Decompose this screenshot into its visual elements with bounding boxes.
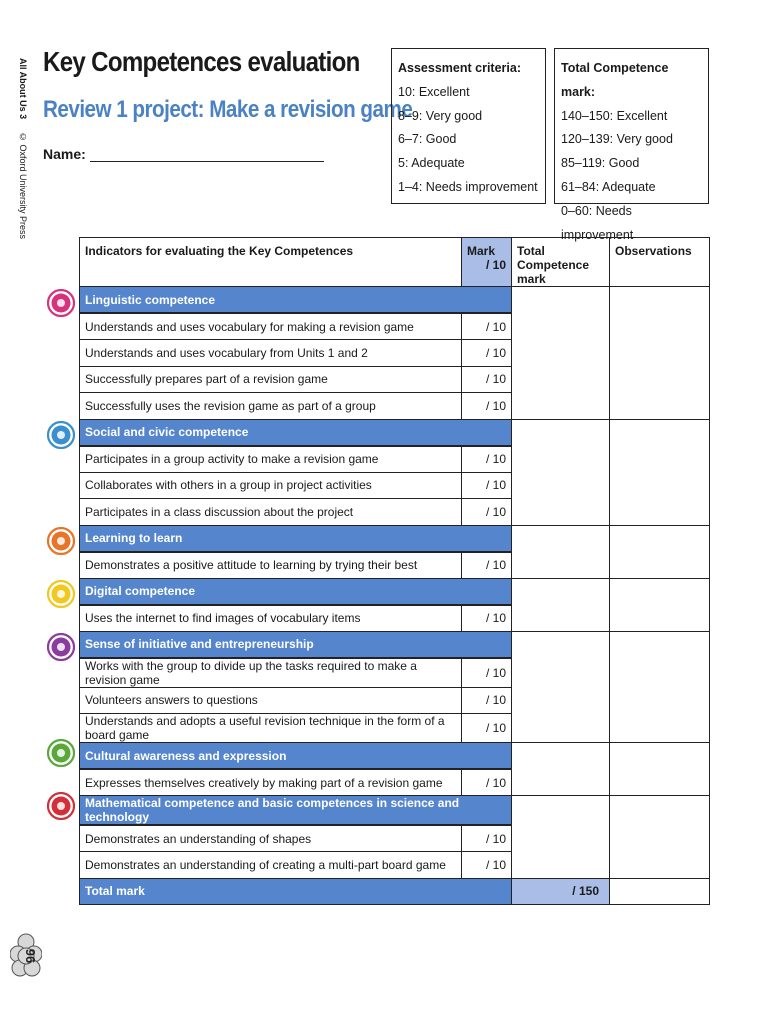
page-title: Key Competences evaluation: [43, 46, 360, 77]
category-row: [80, 796, 710, 826]
indicator-text: Volunteers answers to questions: [80, 687, 462, 714]
header-indicators: Indicators for evaluating the Key Competences: [80, 238, 462, 287]
indicator-text: Expresses themselves creatively by making part of a revision game: [80, 769, 462, 796]
series-name: All About Us 3: [18, 58, 28, 120]
mark-cell[interactable]: / 10: [462, 687, 512, 714]
indicator-text: Successfully prepares part of a revision game: [80, 366, 462, 393]
mark-cell[interactable]: / 10: [462, 499, 512, 526]
assessment-heading: Assessment criteria:: [398, 61, 521, 75]
side-credit: [8, 58, 28, 318]
social-icon: [47, 421, 75, 449]
category-row: [80, 631, 710, 658]
observations-cell[interactable]: [610, 578, 710, 631]
indicator-text: Successfully uses the revision game as part of a group: [80, 393, 462, 420]
assessment-item: 10: Excellent: [398, 84, 470, 99]
indicator-text: Uses the internet to find images of vocabulary items: [80, 605, 462, 632]
maths-icon: [47, 792, 75, 820]
category-name: Cultural awareness and expression: [80, 743, 512, 770]
mark-cell[interactable]: / 10: [462, 552, 512, 579]
indicator-text: Collaborates with others in a group in project activities: [80, 472, 462, 499]
category-name: Mathematical competence and basic competences in science and technology: [80, 796, 512, 826]
assessment-criteria-box: [391, 48, 546, 204]
mark-cell[interactable]: / 10: [462, 825, 512, 852]
category-name: Digital competence: [80, 578, 512, 605]
observations-cell[interactable]: [610, 287, 710, 420]
mark-cell[interactable]: / 10: [462, 769, 512, 796]
name-line[interactable]: [90, 147, 324, 162]
mark-cell[interactable]: / 10: [462, 714, 512, 743]
category-name: Social and civic competence: [80, 419, 512, 446]
total-row: [80, 878, 710, 905]
category-row: [80, 578, 710, 605]
total-competence-cell[interactable]: [512, 743, 610, 796]
table-header-row: [80, 238, 710, 287]
indicator-text: Demonstrates an understanding of creating a multi-part board game: [80, 852, 462, 879]
category-row: [80, 743, 710, 770]
header-mark-scale: / 10: [485, 258, 506, 272]
total-competence-cell[interactable]: [512, 796, 610, 879]
mark-cell[interactable]: / 10: [462, 393, 512, 420]
mark-cell[interactable]: / 10: [462, 852, 512, 879]
header-total: Total Competence mark: [512, 238, 610, 287]
linguistic-icon: [47, 289, 75, 317]
category-name: Sense of initiative and entrepreneurship: [80, 631, 512, 658]
mark-cell[interactable]: / 10: [462, 340, 512, 367]
page-number-badge: [10, 928, 42, 984]
category-row: [80, 525, 710, 552]
header-mark-label: Mark: [467, 244, 496, 258]
header-observations: Observations: [610, 238, 710, 287]
total-competence-cell[interactable]: [512, 578, 610, 631]
category-name: Learning to learn: [80, 525, 512, 552]
evaluation-table: [79, 237, 710, 905]
total-competence-box: [554, 48, 709, 242]
copyright: © Oxford University Press: [18, 131, 28, 239]
indicator-text: Demonstrates a positive attitude to learning by trying their best: [80, 552, 462, 579]
name-label: Name:: [43, 146, 86, 162]
learning-icon: [47, 527, 75, 555]
mark-cell[interactable]: / 10: [462, 446, 512, 473]
total-competence-item: 85–119: Good: [561, 156, 640, 171]
assessment-item: 1–4: Needs improvement: [398, 179, 538, 194]
assessment-item: 6–7: Good: [398, 132, 457, 147]
total-competence-item: 61–84: Adequate: [561, 179, 656, 194]
indicator-text: Demonstrates an understanding of shapes: [80, 825, 462, 852]
total-competence-item: 140–150: Excellent: [561, 108, 668, 123]
name-field[interactable]: [43, 146, 324, 162]
observations-cell[interactable]: [610, 631, 710, 743]
observations-cell[interactable]: [610, 525, 710, 578]
indicator-text: Understands and adopts a useful revision technique in the form of a board game: [80, 714, 462, 743]
indicator-text: Understands and uses vocabulary from Units 1 and 2: [80, 340, 462, 367]
header-mark: [462, 238, 512, 287]
total-competence-item: 0–60: Needs improvement: [561, 203, 634, 242]
observations-cell[interactable]: [610, 796, 710, 879]
assessment-item: 5: Adequate: [398, 156, 465, 171]
assessment-item: 8–9: Very good: [398, 108, 483, 123]
total-observations-cell: [610, 878, 710, 905]
mark-cell[interactable]: / 10: [462, 313, 512, 340]
observations-cell[interactable]: [610, 419, 710, 525]
digital-icon: [47, 580, 75, 608]
initiative-icon: [47, 633, 75, 661]
mark-cell[interactable]: / 10: [462, 605, 512, 632]
indicator-text: Participates in a group activity to make a revision game: [80, 446, 462, 473]
total-competence-cell[interactable]: [512, 419, 610, 525]
mark-cell[interactable]: / 10: [462, 472, 512, 499]
total-competence-heading: Total Competence mark:: [561, 61, 669, 99]
observations-cell[interactable]: [610, 743, 710, 796]
indicator-text: Understands and uses vocabulary for making a revision game: [80, 313, 462, 340]
total-competence-cell[interactable]: [512, 525, 610, 578]
culture-icon: [47, 739, 75, 767]
page-subtitle: Review 1 project: Make a revision game: [43, 96, 413, 123]
total-label: Total mark: [80, 878, 512, 905]
mark-cell[interactable]: / 10: [462, 658, 512, 688]
total-mark-cell[interactable]: / 150: [512, 878, 610, 905]
mark-cell[interactable]: / 10: [462, 366, 512, 393]
indicator-text: Participates in a class discussion about the project: [80, 499, 462, 526]
indicator-text: Works with the group to divide up the tasks required to make a revision game: [80, 658, 462, 688]
category-name: Linguistic competence: [80, 287, 512, 314]
page-number: 96: [23, 948, 38, 964]
total-competence-cell[interactable]: [512, 287, 610, 420]
category-row: [80, 419, 710, 446]
total-competence-item: 120–139: Very good: [561, 132, 673, 147]
category-row: [80, 287, 710, 314]
total-competence-cell[interactable]: [512, 631, 610, 743]
